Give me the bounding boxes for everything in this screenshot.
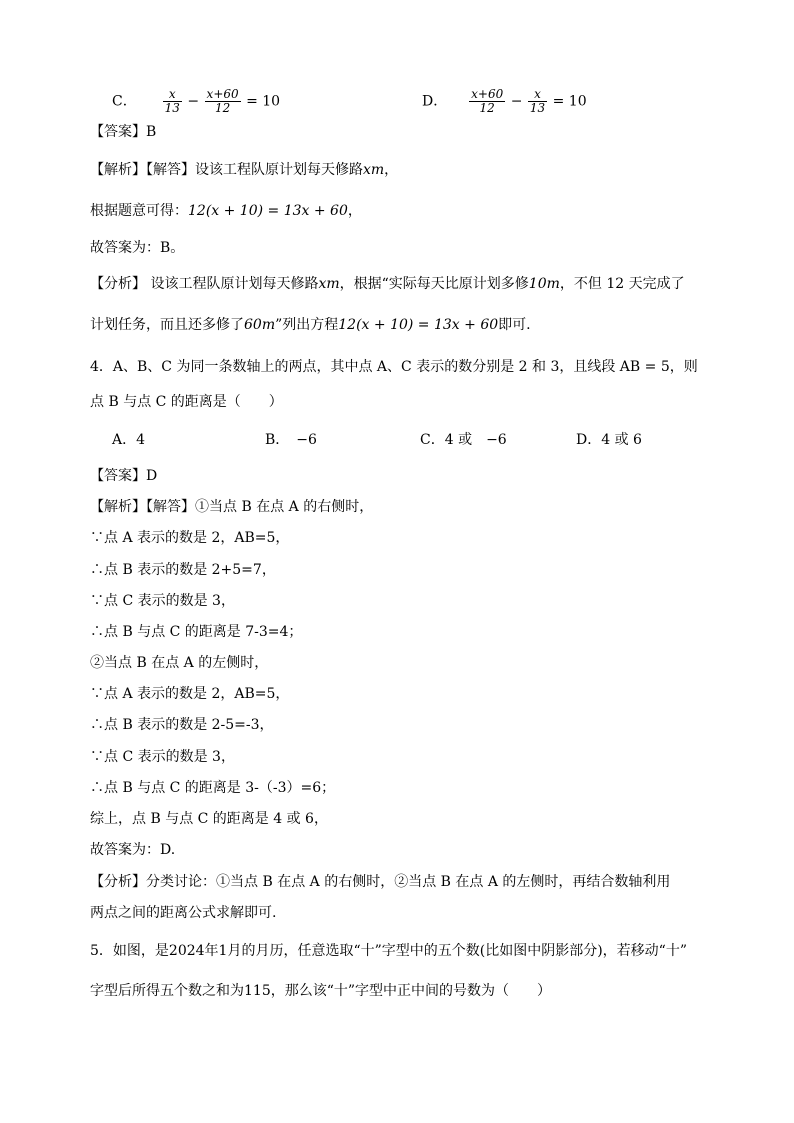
option-d: D． $\frac{x+60}{12}$ − $\frac{x}{13}$ = 10: [422, 87, 587, 115]
q3-analysis-line2: 根据题意可得：12(x + 10) = 13x + 60，: [90, 203, 362, 219]
q4-fenxi-line2: 两点之间的距离公式求解即可.: [90, 905, 277, 921]
q3-fenxi-line1: 【分析】 设该工程队原计划每天修路xm，根据“实际每天比原计划多修10m，不但 12 天完成了: [90, 276, 685, 292]
q4-analysis-line4: ∵点 C 表示的数是 3，: [90, 593, 235, 609]
answer-tag: 【答案】: [90, 124, 146, 140]
option-c-frac1: $\frac{x}{13}$: [164, 87, 180, 115]
q4-option-b: B． −6: [265, 432, 317, 448]
q4-analysis-line12: 故答案为：D.: [90, 842, 176, 858]
option-d-frac1: $\frac{x+60}{12}$: [471, 87, 504, 115]
q4-analysis-line1: 【解析】【解答】①当点 B 在点 A 的右侧时，: [90, 499, 374, 515]
q3-answer: [90, 122, 156, 142]
fenxi-tag: 【分析】: [90, 276, 146, 292]
q4-option-a: A．4: [112, 432, 146, 448]
option-d-frac2: $\frac{x}{13}$: [529, 87, 546, 115]
answer-value: D: [146, 468, 158, 484]
option-c-label: C．: [112, 93, 137, 110]
q4-answer: [90, 466, 157, 486]
q3-fenxi-line2: 计划任务，而且还多修了60m”列出方程12(x + 10) = 13x + 60即可.: [90, 317, 531, 333]
q3-analysis-line3: 故答案为：B。: [90, 240, 185, 256]
q4-option-c: C．4 或 −6: [420, 432, 507, 448]
q3-analysis-line1: 【解析】【解答】设该工程队原计划每天修路xm，: [90, 162, 399, 178]
q4-analysis-line9: ∵点 C 表示的数是 3，: [90, 749, 235, 765]
q4-stem-line2: 点 B 与点 C 的距离是（ ）: [90, 394, 283, 410]
analysis-tag: 【解析】【解答】: [90, 162, 195, 178]
q4-option-d: D．4 或 6: [576, 432, 642, 448]
option-c: C． $\frac{x}{13}$ − $\frac{x+60}{12}$ = 10: [112, 87, 281, 115]
answer-value: B: [146, 124, 157, 140]
q4-fenxi-line1: 【分析】分类讨论：①当点 B 在点 A 的右侧时，②当点 B 在点 A 的左侧时，再结合数轴利用: [90, 874, 671, 890]
q4-analysis-line10: ∴点 B 与点 C 的距离是 3-（-3）=6；: [90, 780, 336, 796]
q4-analysis-line7: ∵点 A 表示的数是 2，AB=5，: [90, 686, 290, 702]
fenxi-tag: 【分析】: [90, 874, 146, 890]
option-d-label: D．: [422, 93, 448, 110]
answer-tag: 【答案】: [90, 468, 146, 484]
q4-analysis-line2: ∵点 A 表示的数是 2，AB=5，: [90, 530, 290, 546]
q5-stem-line2: 字型后所得五个数之和为115，那么该“十”字型中正中间的号数为（ ）: [90, 983, 552, 999]
q4-analysis-line8: ∴点 B 表示的数是 2-5=-3，: [90, 717, 274, 733]
q4-analysis-line5: ∴点 B 与点 C 的距离是 7-3=4；: [90, 624, 303, 640]
q5-stem-line1: 5．如图，是2024年1月的月历，任意选取“十”字型中的五个数(比如图中阴影部分)，若移动“十”: [90, 943, 687, 959]
q4-analysis-line3: ∴点 B 表示的数是 2+5=7，: [90, 562, 276, 578]
q4-analysis-line11: 综上，点 B 与点 C 的距离是 4 或 6，: [90, 811, 328, 827]
q4-stem-line1: 4．A、B、C 为同一条数轴上的两点，其中点 A、C 表示的数分别是 2 和 3，且线段 AB = 5，则: [90, 359, 698, 375]
option-c-frac2: $\frac{x+60}{12}$: [206, 87, 239, 115]
analysis-tag: 【解析】【解答】: [90, 499, 195, 515]
q4-analysis-line6: ②当点 B 在点 A 的左侧时，: [90, 655, 269, 671]
